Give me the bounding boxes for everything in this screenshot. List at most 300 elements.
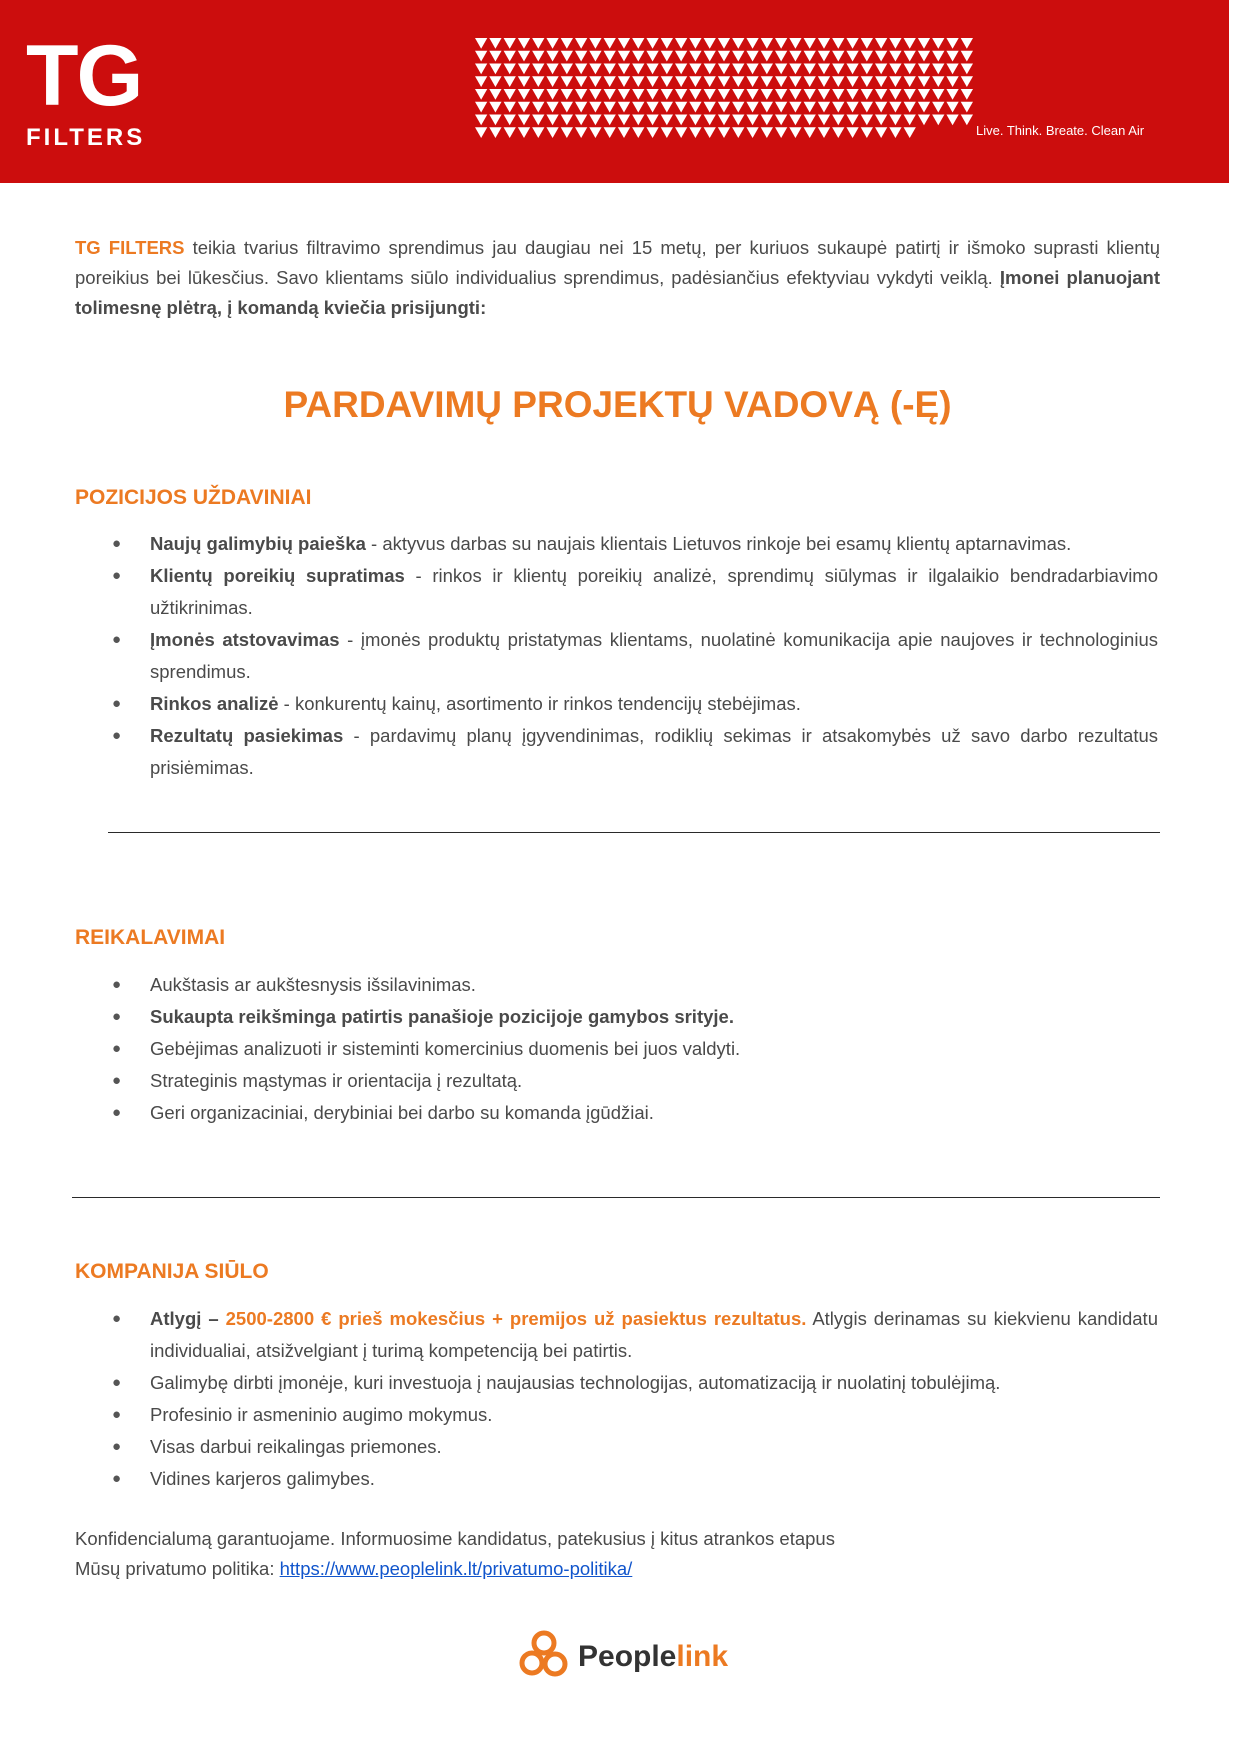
pattern-triangle: [918, 51, 930, 62]
pattern-triangle: [746, 76, 758, 87]
pattern-triangle: [775, 127, 787, 138]
pattern-triangle: [946, 38, 958, 49]
pattern-triangle: [861, 102, 873, 113]
pattern-triangle: [504, 64, 516, 75]
pattern-triangle: [889, 64, 901, 75]
pattern-triangle: [532, 64, 544, 75]
pattern-triangle: [832, 64, 844, 75]
pattern-triangle: [846, 51, 858, 62]
pattern-triangle: [746, 102, 758, 113]
bullet-icon: ●: [112, 631, 122, 648]
pattern-triangle: [632, 115, 644, 126]
pattern-triangle: [561, 127, 573, 138]
pattern-triangle: [789, 51, 801, 62]
pattern-triangle: [875, 127, 887, 138]
bullet-icon: ●: [112, 695, 122, 712]
pattern-triangle: [818, 89, 830, 100]
bullet-icon: ●: [112, 1040, 122, 1057]
list-item: ● Rinkos analizė - konkurentų kainų, asortimento ir rinkos tendencijų stebėjimas.: [150, 688, 1158, 720]
pattern-triangle: [761, 127, 773, 138]
pattern-triangle: [632, 51, 644, 62]
pattern-triangle: [946, 102, 958, 113]
list-item: ● Aukštasis ar aukštesnysis išsilavinimas.: [150, 969, 1158, 1001]
pattern-triangle: [804, 51, 816, 62]
pattern-triangle: [489, 102, 501, 113]
pattern-triangle: [718, 51, 730, 62]
pattern-triangle: [875, 38, 887, 49]
pattern-triangle: [875, 64, 887, 75]
pattern-triangle: [646, 89, 658, 100]
bullet-icon: ●: [112, 727, 122, 744]
pattern-triangle: [561, 51, 573, 62]
pattern-triangle: [575, 76, 587, 87]
pattern-triangle: [875, 51, 887, 62]
pattern-triangle: [518, 76, 530, 87]
pattern-triangle: [518, 115, 530, 126]
pattern-triangle: [518, 51, 530, 62]
pattern-triangle: [518, 127, 530, 138]
pattern-triangle: [575, 51, 587, 62]
pattern-triangle: [904, 89, 916, 100]
pattern-triangle: [718, 76, 730, 87]
peoplelink-mark-icon: [517, 1628, 571, 1682]
pattern-triangle: [889, 51, 901, 62]
pattern-triangle: [761, 51, 773, 62]
pattern-triangle: [804, 64, 816, 75]
pattern-triangle: [589, 64, 601, 75]
pattern-triangle: [789, 64, 801, 75]
divider: [72, 1197, 1160, 1198]
pattern-triangle: [661, 64, 673, 75]
pattern-triangle: [904, 51, 916, 62]
pattern-triangle: [604, 76, 616, 87]
pattern-triangle: [489, 127, 501, 138]
pattern-triangle: [789, 102, 801, 113]
pattern-triangle: [632, 64, 644, 75]
pattern-triangle: [789, 115, 801, 126]
pattern-triangle: [904, 76, 916, 87]
requirements-list: [112, 969, 1158, 1129]
pattern-triangle: [604, 64, 616, 75]
pattern-triangle: [589, 76, 601, 87]
pattern-triangle: [832, 76, 844, 87]
pattern-triangle: [546, 64, 558, 75]
pattern-triangle: [832, 102, 844, 113]
pattern-triangle: [604, 115, 616, 126]
pattern-triangle: [604, 127, 616, 138]
pattern-triangle: [475, 76, 487, 87]
pattern-triangle: [489, 51, 501, 62]
header-tagline: Live. Think. Breate. Clean Air: [976, 123, 1145, 138]
pattern-triangle: [918, 38, 930, 49]
pattern-triangle: [861, 64, 873, 75]
peoplelink-wordmark: Peoplelink: [578, 1640, 729, 1673]
list-item: ● Rezultatų pasiekimas - pardavimų planų įgyvendinimas, rodiklių sekimas ir atsakomybės už savo darbo rezultatus prisiėmimas.: [150, 720, 1158, 784]
pattern-triangle: [518, 102, 530, 113]
section-title-tasks: POZICIJOS UŽDAVINIAI: [75, 486, 312, 509]
pattern-triangle: [618, 51, 630, 62]
pattern-triangle: [661, 89, 673, 100]
offer-list: [112, 1303, 1158, 1495]
pattern-triangle: [675, 76, 687, 87]
pattern-triangle: [961, 89, 973, 100]
pattern-triangle: [718, 89, 730, 100]
list-item: ● Gebėjimas analizuoti ir sisteminti komercinius duomenis bei juos valdyti.: [150, 1033, 1158, 1065]
pattern-triangle: [661, 51, 673, 62]
pattern-triangle: [761, 64, 773, 75]
list-item: ● Geri organizaciniai, derybiniai bei darbo su komanda įgūdžiai.: [150, 1097, 1158, 1129]
pattern-triangle: [618, 115, 630, 126]
pattern-triangle: [504, 127, 516, 138]
pattern-triangle: [632, 76, 644, 87]
pattern-triangle: [546, 102, 558, 113]
bullet-icon: ●: [112, 567, 122, 584]
pattern-triangle: [661, 127, 673, 138]
job-title: PARDAVIMŲ PROJEKTŲ VADOVĄ (-Ę): [283, 384, 952, 425]
pattern-triangle: [932, 51, 944, 62]
pattern-triangle: [946, 76, 958, 87]
pattern-triangle: [618, 102, 630, 113]
pattern-triangle: [504, 89, 516, 100]
pattern-triangle: [861, 51, 873, 62]
pattern-triangle: [646, 51, 658, 62]
pattern-triangle: [661, 38, 673, 49]
pattern-triangle: [632, 89, 644, 100]
pattern-triangle: [889, 127, 901, 138]
pattern-triangle: [818, 51, 830, 62]
pattern-triangle: [689, 115, 701, 126]
pattern-triangle: [846, 38, 858, 49]
pattern-triangle: [746, 115, 758, 126]
pattern-triangle: [761, 38, 773, 49]
bullet-icon: ●: [112, 1104, 122, 1121]
pattern-triangle: [889, 38, 901, 49]
pattern-triangle: [918, 102, 930, 113]
pattern-triangle: [589, 38, 601, 49]
header-banner: [0, 0, 1229, 183]
pattern-triangle: [846, 102, 858, 113]
pattern-triangle: [918, 76, 930, 87]
section-title-offer: KOMPANIJA SIŪLO: [75, 1260, 269, 1283]
pattern-triangle: [561, 89, 573, 100]
salary-value: 2500-2800 € prieš mokesčius + premijos už pasiektus rezultatus.: [225, 1308, 807, 1329]
pattern-triangle: [546, 38, 558, 49]
pattern-triangle: [961, 51, 973, 62]
pattern-triangle: [561, 38, 573, 49]
pattern-triangle: [761, 76, 773, 87]
pattern-triangle: [775, 89, 787, 100]
pattern-triangle: [804, 76, 816, 87]
pattern-triangle: [561, 102, 573, 113]
bullet-icon: ●: [112, 1438, 122, 1455]
pattern-triangle: [718, 127, 730, 138]
list-item: ● Vidines karjeros galimybes.: [150, 1463, 1158, 1495]
pattern-triangle: [775, 76, 787, 87]
pattern-triangle: [675, 38, 687, 49]
pattern-triangle: [689, 102, 701, 113]
pattern-triangle: [732, 76, 744, 87]
pattern-triangle: [875, 76, 887, 87]
pattern-triangle: [789, 76, 801, 87]
pattern-triangle: [661, 115, 673, 126]
pattern-triangle: [732, 127, 744, 138]
pattern-triangle: [475, 89, 487, 100]
intro-text: teikia tvarius filtravimo sprendimus jau daugiau nei 15 metų, per kuriuos sukaupė patirtį ir išmoko suprasti klientų poreikius bei lūkesčius. Savo klientams siūlo individualius sprendimus, padėsiančius efektyviau vykdyti veiklą.: [75, 237, 1160, 288]
list-item: ● Visas darbui reikalingas priemones.: [150, 1431, 1158, 1463]
pattern-triangle: [689, 76, 701, 87]
pattern-triangle: [961, 64, 973, 75]
pattern-triangle: [832, 38, 844, 49]
pattern-triangle: [646, 76, 658, 87]
pattern-triangle: [575, 127, 587, 138]
pattern-triangle: [575, 115, 587, 126]
pattern-triangle: [575, 38, 587, 49]
pattern-triangle: [504, 38, 516, 49]
pattern-triangle: [604, 102, 616, 113]
pattern-triangle: [818, 38, 830, 49]
list-item: ● Strateginis mąstymas ir orientacija į rezultatą.: [150, 1065, 1158, 1097]
pattern-triangle: [532, 102, 544, 113]
pattern-triangle: [475, 115, 487, 126]
pattern-triangle: [818, 127, 830, 138]
pattern-triangle: [504, 102, 516, 113]
triangle-pattern: [474, 37, 974, 139]
pattern-triangle: [689, 51, 701, 62]
pattern-triangle: [889, 89, 901, 100]
pattern-triangle: [575, 89, 587, 100]
pattern-triangle: [732, 38, 744, 49]
pattern-triangle: [632, 127, 644, 138]
pattern-triangle: [532, 115, 544, 126]
pattern-triangle: [904, 64, 916, 75]
pattern-triangle: [704, 76, 716, 87]
pattern-triangle: [946, 115, 958, 126]
bullet-icon: ●: [112, 1072, 122, 1089]
pattern-triangle: [604, 89, 616, 100]
list-item: ● Klientų poreikių supratimas - rinkos ir klientų poreikių analizė, sprendimų siūlymas ir ilgalaikio bendradarbiavimo užtikrinimas.: [150, 560, 1158, 624]
pattern-triangle: [604, 51, 616, 62]
pattern-triangle: [489, 115, 501, 126]
pattern-triangle: [704, 89, 716, 100]
pattern-triangle: [918, 89, 930, 100]
tasks-list: [112, 528, 1159, 784]
list-item: ● Įmonės atstovavimas - įmonės produktų pristatymas klientams, nuolatinė komunikacija apie naujoves ir technologinius sprendimus.: [150, 624, 1158, 688]
pattern-triangle: [932, 89, 944, 100]
pattern-triangle: [675, 127, 687, 138]
pattern-triangle: [775, 38, 787, 49]
pattern-triangle: [632, 38, 644, 49]
pattern-triangle: [961, 38, 973, 49]
pattern-triangle: [532, 89, 544, 100]
pattern-triangle: [532, 76, 544, 87]
pattern-triangle: [689, 38, 701, 49]
bullet-icon: ●: [112, 1008, 122, 1025]
pattern-triangle: [789, 38, 801, 49]
pattern-triangle: [732, 64, 744, 75]
pattern-triangle: [904, 38, 916, 49]
pattern-triangle: [904, 127, 916, 138]
pattern-triangle: [646, 102, 658, 113]
pattern-triangle: [589, 115, 601, 126]
pattern-triangle: [875, 102, 887, 113]
pattern-triangle: [532, 38, 544, 49]
pattern-triangle: [832, 89, 844, 100]
pattern-triangle: [689, 64, 701, 75]
pattern-triangle: [761, 89, 773, 100]
pattern-triangle: [546, 51, 558, 62]
pattern-triangle: [475, 64, 487, 75]
pattern-triangle: [904, 115, 916, 126]
pattern-triangle: [718, 102, 730, 113]
pattern-triangle: [561, 64, 573, 75]
pattern-triangle: [646, 64, 658, 75]
pattern-triangle: [804, 38, 816, 49]
pattern-triangle: [704, 127, 716, 138]
pattern-triangle: [961, 76, 973, 87]
pattern-triangle: [546, 115, 558, 126]
pattern-triangle: [518, 89, 530, 100]
pattern-triangle: [704, 115, 716, 126]
bullet-icon: ●: [112, 1374, 122, 1391]
pattern-triangle: [861, 38, 873, 49]
intro-bold-text: Įmonei planuojant tolimesnę plėtrą, į komandą kviečia prisijungti:: [75, 267, 1161, 318]
pattern-triangle: [818, 115, 830, 126]
pattern-triangle: [646, 38, 658, 49]
pattern-triangle: [475, 38, 487, 49]
pattern-triangle: [732, 89, 744, 100]
pattern-triangle: [904, 102, 916, 113]
section-title-requirements: REIKALAVIMAI: [75, 926, 226, 949]
pattern-triangle: [632, 102, 644, 113]
pattern-triangle: [961, 115, 973, 126]
pattern-triangle: [832, 115, 844, 126]
pattern-triangle: [889, 76, 901, 87]
pattern-triangle: [932, 38, 944, 49]
pattern-triangle: [532, 51, 544, 62]
pattern-triangle: [689, 89, 701, 100]
pattern-triangle: [775, 115, 787, 126]
pattern-triangle: [818, 102, 830, 113]
pattern-triangle: [746, 38, 758, 49]
pattern-triangle: [561, 115, 573, 126]
pattern-triangle: [646, 115, 658, 126]
pattern-triangle: [546, 127, 558, 138]
logo-tg-text: TG: [26, 28, 142, 124]
pattern-triangle: [746, 127, 758, 138]
pattern-triangle: [475, 51, 487, 62]
pattern-triangle: [846, 115, 858, 126]
pattern-triangle: [846, 64, 858, 75]
bullet-icon: ●: [112, 976, 122, 993]
list-item: ● Profesinio ir asmeninio augimo mokymus.: [150, 1399, 1158, 1431]
pattern-triangle: [889, 115, 901, 126]
pattern-triangle: [489, 38, 501, 49]
pattern-triangle: [575, 64, 587, 75]
pattern-triangle: [618, 38, 630, 49]
pattern-triangle: [618, 127, 630, 138]
pattern-triangle: [604, 38, 616, 49]
pattern-triangle: [732, 102, 744, 113]
pattern-triangle: [932, 102, 944, 113]
pattern-triangle: [746, 89, 758, 100]
pattern-triangle: [589, 102, 601, 113]
pattern-triangle: [646, 127, 658, 138]
pattern-triangle: [546, 89, 558, 100]
pattern-triangle: [746, 51, 758, 62]
pattern-triangle: [761, 102, 773, 113]
pattern-triangle: [732, 51, 744, 62]
pattern-triangle: [861, 127, 873, 138]
privacy-policy-link[interactable]: https://www.peoplelink.lt/privatumo-politika/: [279, 1558, 633, 1579]
pattern-triangle: [704, 38, 716, 49]
pattern-triangle: [675, 51, 687, 62]
intro-paragraph: [75, 233, 1160, 323]
bullet-icon: ●: [112, 535, 122, 552]
pattern-triangle: [946, 89, 958, 100]
pattern-triangle: [932, 76, 944, 87]
pattern-triangle: [932, 115, 944, 126]
bullet-icon: ●: [112, 1310, 122, 1327]
pattern-triangle: [961, 102, 973, 113]
pattern-triangle: [732, 115, 744, 126]
pattern-triangle: [832, 51, 844, 62]
pattern-triangle: [589, 127, 601, 138]
tg-filters-logo: [26, 28, 168, 151]
pattern-triangle: [789, 89, 801, 100]
privacy-label: Mūsų privatumo politika:: [75, 1558, 280, 1579]
pattern-triangle: [704, 102, 716, 113]
pattern-triangle: [918, 115, 930, 126]
pattern-triangle: [832, 127, 844, 138]
pattern-triangle: [846, 89, 858, 100]
list-item: ● Atlygį – 2500-2800 € prieš mokesčius + premijos už pasiektus rezultatus. Atlygis derinamas su kiekvienu kandidatu individualiai, atsižvelgiant į turimą kompetenciją bei patirtis.: [150, 1303, 1158, 1367]
bullet-icon: ●: [112, 1470, 122, 1487]
pattern-triangle: [846, 127, 858, 138]
pattern-triangle: [589, 89, 601, 100]
pattern-triangle: [661, 102, 673, 113]
list-item: ● Galimybę dirbti įmonėje, kuri investuoja į naujausias technologijas, automatizaciją ir nuolatinį tobulėjimą.: [150, 1367, 1158, 1399]
pattern-triangle: [618, 76, 630, 87]
pattern-triangle: [618, 89, 630, 100]
bullet-icon: ●: [112, 1406, 122, 1423]
pattern-triangle: [675, 102, 687, 113]
pattern-triangle: [589, 51, 601, 62]
pattern-triangle: [675, 64, 687, 75]
pattern-triangle: [489, 64, 501, 75]
pattern-triangle: [518, 38, 530, 49]
pattern-triangle: [689, 127, 701, 138]
pattern-triangle: [875, 89, 887, 100]
pattern-triangle: [718, 64, 730, 75]
intro-company: TG FILTERS: [75, 237, 185, 258]
confidential-text: Konfidencialumą garantuojame. Informuosime kandidatus, patekusius į kitus atrankos etapus: [75, 1528, 835, 1549]
pattern-triangle: [932, 64, 944, 75]
pattern-triangle: [818, 76, 830, 87]
pattern-triangle: [675, 115, 687, 126]
pattern-triangle: [546, 76, 558, 87]
pattern-triangle: [946, 51, 958, 62]
pattern-triangle: [475, 102, 487, 113]
pattern-triangle: [818, 64, 830, 75]
pattern-triangle: [675, 89, 687, 100]
pattern-triangle: [504, 51, 516, 62]
pattern-triangle: [861, 115, 873, 126]
pattern-triangle: [775, 64, 787, 75]
pattern-triangle: [875, 115, 887, 126]
pattern-triangle: [946, 64, 958, 75]
pattern-triangle: [575, 102, 587, 113]
pattern-triangle: [918, 64, 930, 75]
